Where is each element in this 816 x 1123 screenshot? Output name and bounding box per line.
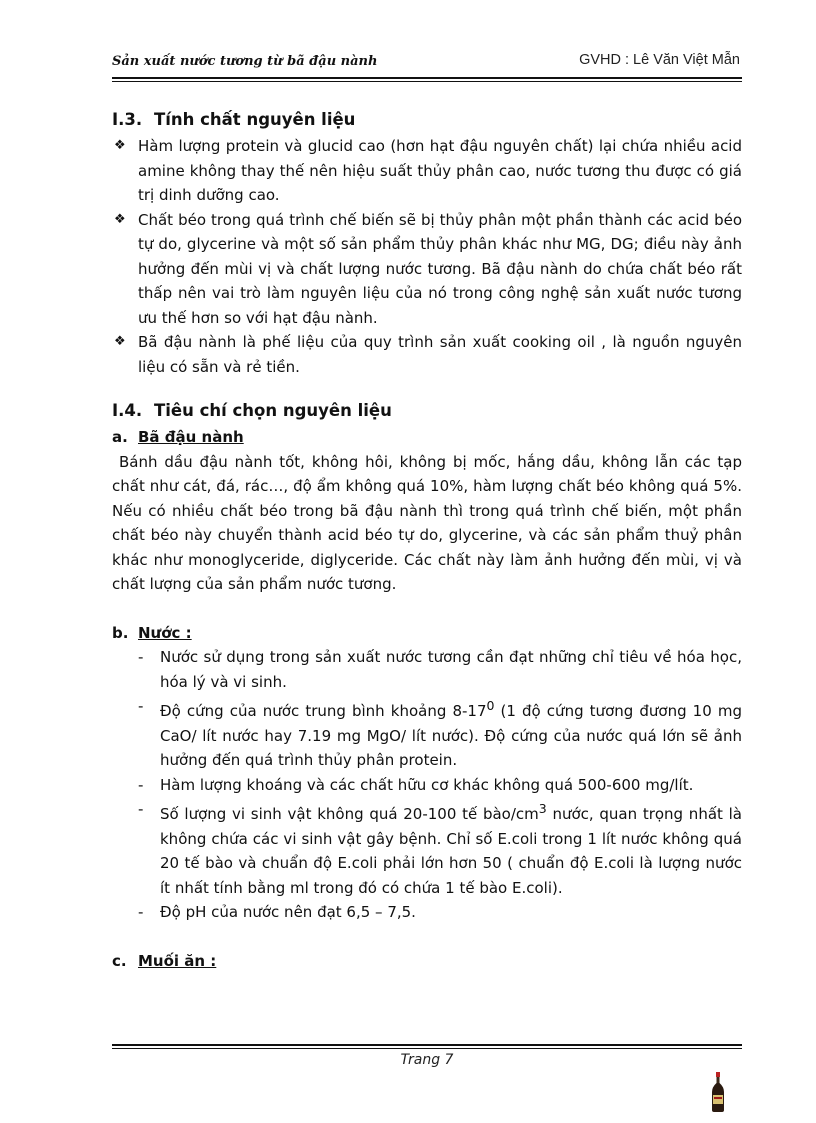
list-item xyxy=(112,900,742,925)
diamond-bullet-icon: ❖ xyxy=(114,334,126,349)
page-header xyxy=(112,52,742,76)
header-rule xyxy=(112,77,742,79)
list-item-text: Chất béo trong quá trình chế biến sẽ bị thủy phân một phần thành các acid béo tự do, glycerine và một số sản phẩm thủy phân khác như MG, DG; điều này ảnh hưởng đến mùi vị và chất lượng nước tương. Bã đậu nành do chứa chất béo rất thấp nên vai trò làm nguyên liệu của nó trong công nghệ sản xuất nước tương ưu thế hơn so với hạt đậu nành. xyxy=(138,210,742,327)
water-criteria-list xyxy=(112,645,742,925)
list-item-text: (1 độ cứng tương đương 10 mg CaO/ lít nước hay 7.19 mg MgO/ lít nước). Độ cứng của nước quá lớn sẽ ảnh hưởng đến quá trình thủy phân protein. xyxy=(160,702,742,769)
list-item xyxy=(112,134,742,208)
list-item-text: Độ cứng của nước trung bình khoảng 8-17 xyxy=(160,702,487,720)
section-heading-1-3 xyxy=(112,108,742,132)
header-document-title: Sản xuất nước tương từ bã đậu nành xyxy=(112,54,378,69)
list-item xyxy=(112,330,742,379)
footer-rule xyxy=(112,1044,742,1046)
dash-bullet: - xyxy=(138,800,144,818)
section-title: Tiêu chí chọn nguyên liệu xyxy=(154,401,392,420)
section-heading-1-4 xyxy=(112,399,742,423)
section-title: Tính chất nguyên liệu xyxy=(154,110,356,129)
diamond-bullet-icon: ❖ xyxy=(114,138,126,153)
soy-sauce-bottle-icon xyxy=(708,1072,728,1112)
list-item xyxy=(112,797,742,900)
list-item-text: Hàm lượng khoáng và các chất hữu cơ khác không quá 500-600 mg/lít. xyxy=(160,775,694,794)
properties-list xyxy=(112,134,742,379)
section-number: I.3. xyxy=(112,110,143,129)
section-number: I.4. xyxy=(112,401,143,420)
subsection-label: b. xyxy=(112,623,129,642)
subsection-title: Bã đậu nành xyxy=(138,428,244,446)
superscript: 3 xyxy=(538,801,547,816)
list-item xyxy=(112,694,742,773)
dash-bullet: - xyxy=(138,697,144,715)
list-item xyxy=(112,773,742,798)
subsection-title: Muối ăn : xyxy=(138,951,217,970)
subsection-heading-a xyxy=(112,425,742,450)
dash-bullet: - xyxy=(138,648,144,666)
soybean-residue-paragraph: Bánh dầu đậu nành tốt, không hôi, không bị mốc, hắng dầu, không lẫn các tạp chất như cát, đá, rác…, độ ẩm không quá 10%, hàm lượng chất béo không quá 5%. Nếu có nhiều chất béo trong bã đậu nành thì trong quá trình chế biến, một phần chất béo này chuyển thành acid béo tự do, glycerine, và các sản phẩm thuỷ phân khác như monoglyceride, diglyceride. Các chất này làm ảnh hưởng đến mùi, vị và chất lượng của sản phẩm nước tương. xyxy=(112,452,742,593)
list-item xyxy=(112,645,742,694)
page-content xyxy=(112,98,742,973)
subsection-label: c. xyxy=(112,951,127,970)
list-item-text: Nước sử dụng trong sản xuất nước tương cần đạt những chỉ tiêu về hóa học, hóa lý và vi sinh. xyxy=(160,648,742,691)
list-item xyxy=(112,208,742,331)
footer-rule-thin xyxy=(112,1048,742,1049)
list-item-text: Số lượng vi sinh vật không quá 20-100 tế bào/cm xyxy=(160,805,539,823)
diamond-bullet-icon: ❖ xyxy=(114,211,126,227)
list-item-text: Hàm lượng protein và glucid cao (hơn hạt đậu nguyên chất) lại chứa nhiều acid amine không thay thế nên hiệu suất thủy phân cao, nước tương thu được có giá trị dinh dưỡng cao. xyxy=(138,137,742,204)
subsection-title: Nước : xyxy=(138,623,192,642)
list-item-text: Bã đậu nành là phế liệu của quy trình sản xuất cooking oil , là nguồn nguyên liệu có sẵn và rẻ tiền. xyxy=(138,333,742,376)
subsection-heading-b xyxy=(112,621,742,646)
list-item-text: nước, quan trọng nhất là không chứa các vi sinh vật gây bệnh. Chỉ số E.coli trong 1 lít nước không quá 20 tế bào và chuẩn độ E.coli phải lớn hơn 50 ( chuẩn độ E.coli là lượng nước ít nhất tính bằng ml trong đó có chứa 1 tế bào E.coli). xyxy=(160,805,742,897)
header-rule-thin xyxy=(112,81,742,82)
superscript: 0 xyxy=(486,698,495,713)
list-item-text: Độ pH của nước nên đạt 6,5 – 7,5. xyxy=(160,903,416,921)
subsection-label: a. xyxy=(112,428,128,446)
header-supervisor: GVHD : Lê Văn Việt Mẫn xyxy=(579,52,740,68)
dash-bullet: - xyxy=(138,775,144,794)
subsection-heading-c xyxy=(112,949,742,974)
dash-bullet: - xyxy=(138,903,144,921)
page-number: Trang 7 xyxy=(400,1052,454,1068)
